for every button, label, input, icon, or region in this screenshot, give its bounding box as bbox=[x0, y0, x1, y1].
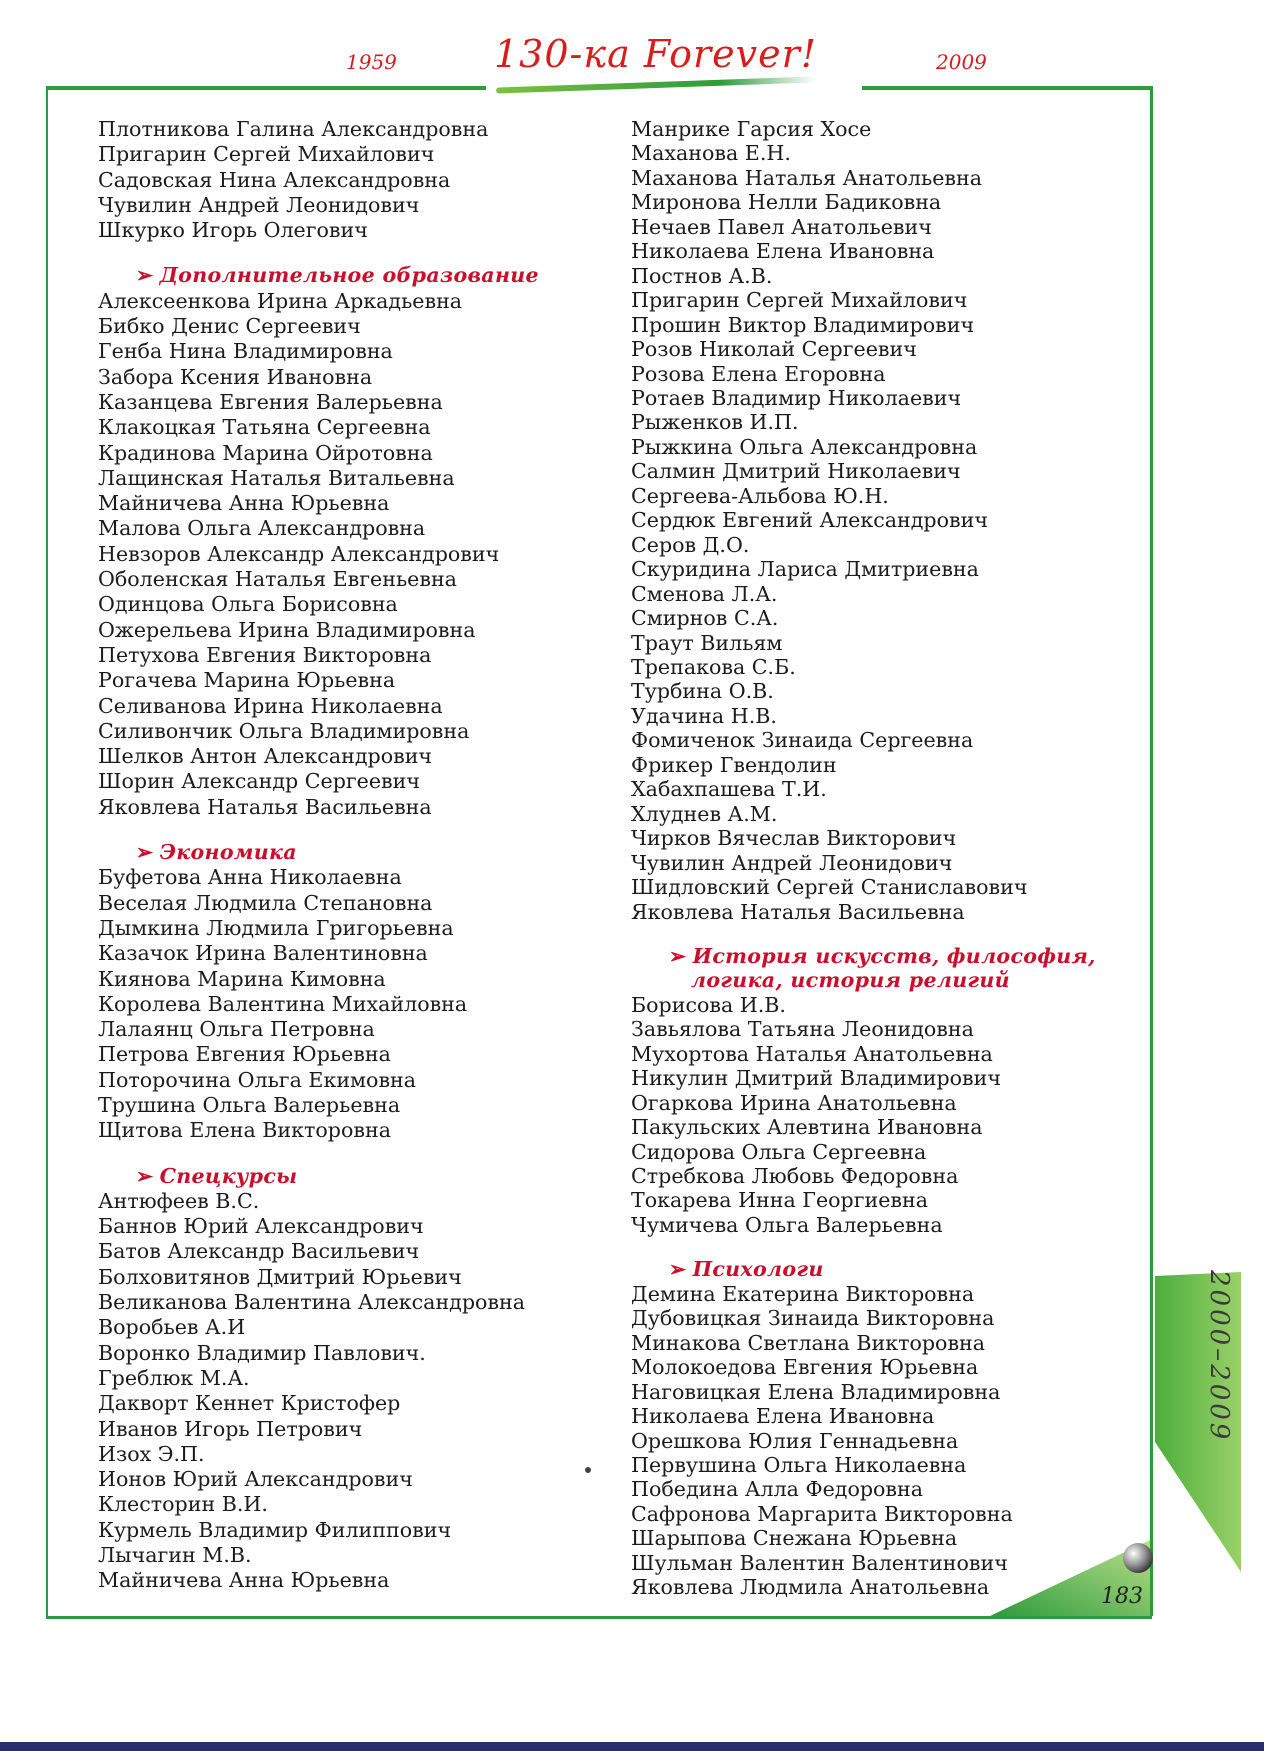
section-list bbox=[98, 865, 539, 1143]
list-item: Миронова Нелли Бадиковна bbox=[631, 190, 942, 215]
spacer bbox=[98, 1144, 539, 1164]
list-item: Болховитянов Дмитрий Юрьевич bbox=[98, 1264, 462, 1289]
header-logo bbox=[486, 30, 862, 94]
spacer bbox=[98, 243, 539, 263]
list-item: Шульман Валентин Валентинович bbox=[631, 1550, 1008, 1575]
frame-bottom-border bbox=[46, 1616, 1152, 1619]
list-item: Наговицкая Елена Владимировна bbox=[631, 1379, 1001, 1404]
list-item: Трепакова С.Б. bbox=[631, 654, 796, 679]
list-item: Серов Д.О. bbox=[631, 532, 750, 557]
list-item: Казачок Ирина Валентиновна bbox=[98, 941, 428, 966]
section-heading bbox=[98, 263, 539, 288]
list-item: Хабахпашева Т.И. bbox=[631, 777, 827, 802]
list-item: Никулин Дмитрий Владимирович bbox=[631, 1066, 1001, 1091]
section-title: Психологи bbox=[692, 1257, 824, 1282]
list-item: Борисова И.В. bbox=[631, 992, 786, 1017]
list-item: Греблюк М.А. bbox=[98, 1365, 250, 1390]
section-title: История искусств, философия, bbox=[692, 943, 1096, 968]
section-title-continued: логика, история религий bbox=[691, 968, 1010, 993]
list-item: Изох Э.П. bbox=[98, 1441, 205, 1466]
list-item: Чирков Вячеслав Викторович bbox=[631, 826, 957, 851]
list-item: Первушина Ольга Николаевна bbox=[631, 1453, 967, 1478]
list-item: Клакоцкая Татьяна Сергеевна bbox=[98, 415, 431, 440]
list-item: Шарыпова Снежана Юрьевна bbox=[631, 1526, 958, 1551]
list-item: Малова Ольга Александровна bbox=[98, 516, 426, 541]
section-heading bbox=[98, 840, 539, 865]
section-title: Экономика bbox=[159, 840, 297, 865]
list-item: Рыжкина Ольга Александровна bbox=[631, 434, 978, 459]
list-item: Нечаев Павел Анатольевич bbox=[631, 214, 932, 239]
list-item: Бибко Денис Сергеевич bbox=[98, 314, 361, 339]
list-item: Демина Екатерина Викторовна bbox=[631, 1281, 975, 1306]
list-item: Одинцова Ольга Борисовна bbox=[98, 592, 398, 617]
list-item: Шидловский Сергей Станиславович bbox=[631, 875, 1028, 900]
section-list bbox=[98, 1189, 539, 1594]
list-item: Алексеенкова Ирина Аркадьевна bbox=[98, 288, 463, 313]
list-item: Яковлева Наталья Васильевна bbox=[98, 794, 432, 819]
list-item: Орешкова Юлия Геннадьевна bbox=[631, 1428, 959, 1453]
list-item: Пригарин Сергей Михайлович bbox=[98, 142, 435, 167]
list-item: Антюфеев В.С. bbox=[98, 1188, 260, 1213]
list-item: Шкурко Игорь Олегович bbox=[98, 218, 368, 243]
list-item: Невзоров Александр Александрович bbox=[98, 541, 500, 566]
list-item: Траут Вильям bbox=[631, 630, 783, 655]
left-top-list bbox=[98, 117, 539, 243]
list-item: Постнов А.В. bbox=[631, 263, 773, 288]
list-item: Фрикер Гвендолин bbox=[631, 752, 837, 777]
list-item: Токарева Инна Георгиевна bbox=[631, 1188, 929, 1213]
list-item: Стребкова Любовь Федоровна bbox=[631, 1164, 959, 1189]
list-item: Смирнов С.А. bbox=[631, 606, 779, 631]
list-item: Плотникова Галина Александровна bbox=[98, 117, 489, 141]
section-heading-line2 bbox=[631, 968, 1096, 992]
list-item: Сердюк Евгений Александрович bbox=[631, 508, 988, 533]
list-item: Дымкина Людмила Григорьевна bbox=[98, 915, 454, 940]
list-item: Королева Валентина Михайловна bbox=[98, 991, 468, 1016]
list-item: Маханова Наталья Анатольевна bbox=[631, 165, 983, 190]
section-list bbox=[98, 289, 539, 820]
list-item: Буфетова Анна Николаевна bbox=[98, 865, 402, 890]
list-item: Турбина О.В. bbox=[631, 679, 774, 704]
list-item: Веселая Людмила Степановна bbox=[98, 890, 433, 915]
spacer bbox=[631, 924, 1096, 944]
list-item: Клесторин В.И. bbox=[98, 1492, 268, 1517]
list-item: Генба Нина Владимировна bbox=[98, 339, 393, 364]
list-item: Воронко Владимир Павлович. bbox=[98, 1340, 426, 1365]
list-item: Казанцева Евгения Валерьевна bbox=[98, 389, 443, 414]
list-item: Баннов Юрий Александрович bbox=[98, 1214, 424, 1239]
list-item: Петухова Евгения Викторовна bbox=[98, 642, 432, 667]
list-item: Ионов Юрий Александрович bbox=[98, 1467, 413, 1492]
list-item: Шорин Александр Сергеевич bbox=[98, 769, 420, 794]
list-item: Яковлева Людмила Анатольевна bbox=[631, 1575, 990, 1600]
list-item: Розов Николай Сергеевич bbox=[631, 337, 917, 362]
right-column bbox=[631, 117, 1096, 1600]
list-item: Ожерельева Ирина Владимировна bbox=[98, 617, 476, 642]
list-item: Щитова Елена Викторовна bbox=[98, 1118, 391, 1143]
list-item: Лащинская Наталья Витальевна bbox=[98, 465, 455, 490]
list-item: Маханова Е.Н. bbox=[631, 141, 791, 166]
arrow-icon: ➢ bbox=[669, 1257, 687, 1282]
list-item: Силивончик Ольга Владимировна bbox=[98, 718, 470, 743]
section-heading bbox=[631, 944, 1096, 968]
section-heading bbox=[631, 1257, 1096, 1281]
list-item: Лалаянц Ольга Петровна bbox=[98, 1017, 375, 1042]
page-number: 183 bbox=[1101, 1584, 1143, 1609]
list-item: Пригарин Сергей Михайлович bbox=[631, 288, 968, 313]
list-item: Иванов Игорь Петрович bbox=[98, 1416, 363, 1441]
section-heading bbox=[98, 1164, 539, 1189]
list-item: Садовская Нина Александровна bbox=[98, 167, 451, 192]
list-item: Салмин Дмитрий Николаевич bbox=[631, 459, 961, 484]
list-item: Мухортова Наталья Анатольевна bbox=[631, 1041, 993, 1066]
list-item: Николаева Елена Ивановна bbox=[631, 239, 935, 264]
section-title: Спецкурсы bbox=[159, 1163, 298, 1188]
arrow-icon: ➢ bbox=[136, 1163, 154, 1188]
list-item: Удачина Н.В. bbox=[631, 703, 777, 728]
header-logo-text: 130-ка Forever! bbox=[494, 32, 818, 76]
arrow-icon: ➢ bbox=[136, 263, 154, 288]
list-item: Петрова Евгения Юрьевна bbox=[98, 1042, 391, 1067]
right-top-list bbox=[631, 117, 1096, 924]
list-item: Хлуднев А.М. bbox=[631, 801, 778, 826]
arrow-icon: ➢ bbox=[136, 840, 154, 865]
list-item: Киянова Марина Кимовна bbox=[98, 966, 386, 991]
list-item: Селиванова Ирина Николаевна bbox=[98, 693, 443, 718]
list-item: Чувилин Андрей Леонидович bbox=[631, 850, 953, 875]
list-item: Скуридина Лариса Дмитриевна bbox=[631, 557, 979, 582]
frame-left-border bbox=[46, 86, 48, 1618]
list-item: Манрике Гарсия Хосе bbox=[631, 117, 872, 141]
list-item: Яковлева Наталья Васильевна bbox=[631, 899, 965, 924]
stray-dot bbox=[585, 1467, 591, 1473]
list-item: Сидорова Ольга Сергеевна bbox=[631, 1139, 927, 1164]
list-item: Победина Алла Федоровна bbox=[631, 1477, 924, 1502]
list-item: Минакова Светлана Викторовна bbox=[631, 1330, 986, 1355]
list-item: Майничева Анна Юрьевна bbox=[98, 491, 390, 516]
list-item: Ротаев Владимир Николаевич bbox=[631, 385, 962, 410]
list-item: Крадинова Марина Ойротовна bbox=[98, 440, 433, 465]
header-year-end: 2009 bbox=[930, 50, 993, 74]
list-item: Чувилин Андрей Леонидович bbox=[98, 192, 420, 217]
list-item: Сменова Л.А. bbox=[631, 581, 778, 606]
list-item: Огаркова Ирина Анатольевна bbox=[631, 1090, 957, 1115]
list-item: Лычагин М.В. bbox=[98, 1543, 252, 1568]
list-item: Оболенская Наталья Евгеньевна bbox=[98, 567, 457, 592]
spacer bbox=[98, 820, 539, 840]
list-item: Шелков Антон Александрович bbox=[98, 744, 433, 769]
list-item: Рыженков И.П. bbox=[631, 410, 799, 435]
spacer bbox=[631, 1237, 1096, 1257]
list-item: Пакульских Алевтина Ивановна bbox=[631, 1115, 983, 1140]
list-item: Молокоедова Евгения Юрьевна bbox=[631, 1355, 979, 1380]
list-item: Воробьев А.И bbox=[98, 1315, 246, 1340]
list-item: Прошин Виктор Владимирович bbox=[631, 312, 975, 337]
list-item: Батов Александр Васильевич bbox=[98, 1239, 420, 1264]
list-item: Розова Елена Егоровна bbox=[631, 361, 886, 386]
list-item: Великанова Валентина Александровна bbox=[98, 1290, 526, 1315]
list-item: Поторочина Ольга Екимовна bbox=[98, 1067, 417, 1092]
list-item: Чумичева Ольга Валерьевна bbox=[631, 1212, 943, 1237]
list-item: Забора Ксения Ивановна bbox=[98, 364, 373, 389]
list-item: Завьялова Татьяна Леонидовна bbox=[631, 1017, 974, 1042]
header-year-start: 1959 bbox=[340, 50, 403, 74]
side-tab-years: 2000–2009 bbox=[1204, 1270, 1234, 1443]
section-list bbox=[631, 993, 1096, 1238]
list-item: Сергеева-Альбова Ю.Н. bbox=[631, 483, 889, 508]
list-item: Трушина Ольга Валерьевна bbox=[98, 1092, 401, 1117]
list-item: Дубовицкая Зинаида Викторовна bbox=[631, 1306, 995, 1331]
list-item: Фомиченок Зинаида Сергеевна bbox=[631, 728, 974, 753]
logo-swoosh bbox=[496, 76, 816, 93]
bottom-edge-band bbox=[0, 1742, 1264, 1751]
section-title: Дополнительное образование bbox=[159, 263, 539, 288]
list-item: Сафронова Маргарита Викторовна bbox=[631, 1501, 1013, 1526]
list-item: Курмель Владимир Филиппович bbox=[98, 1517, 452, 1542]
left-column bbox=[98, 117, 539, 1594]
arrow-icon: ➢ bbox=[669, 943, 687, 968]
list-item: Рогачева Марина Юрьевна bbox=[98, 668, 396, 693]
list-item: Дакворт Кеннет Кристофер bbox=[98, 1391, 401, 1416]
list-item: Майничева Анна Юрьевна bbox=[98, 1568, 390, 1593]
list-item: Николаева Елена Ивановна bbox=[631, 1404, 935, 1429]
